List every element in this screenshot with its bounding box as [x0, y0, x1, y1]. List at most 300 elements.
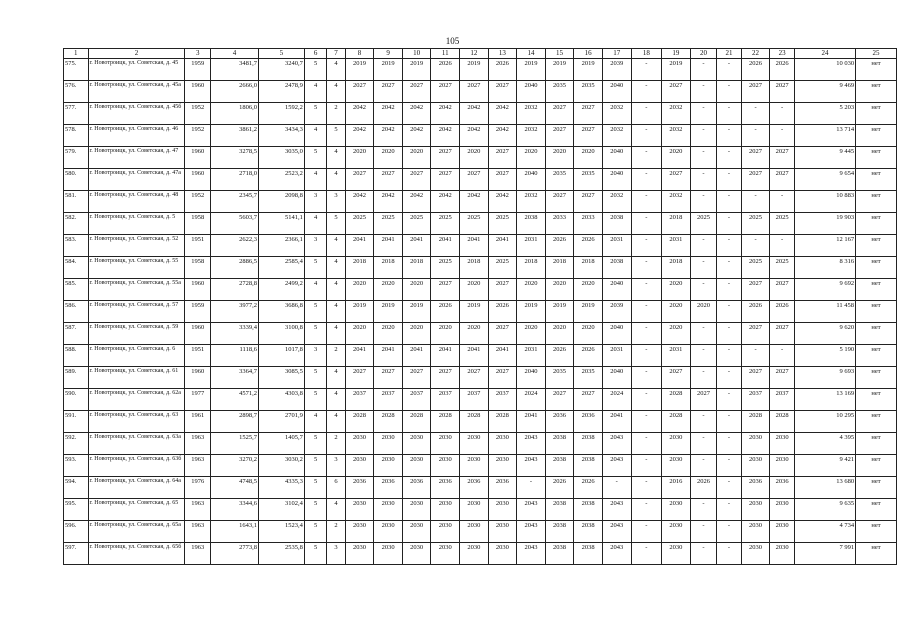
work-year-cell-col-12: 2030 — [460, 455, 489, 477]
column-number-15: 15 — [545, 49, 574, 59]
work-year-cell-col-9: 2042 — [374, 103, 403, 125]
row-number-cell: 596. — [64, 521, 89, 543]
floors-cell: 5 — [304, 103, 326, 125]
table-row — [64, 59, 897, 81]
status-cell: нет — [856, 235, 897, 257]
work-year-cell-col-15: 2038 — [545, 455, 574, 477]
address-cell: г. Новотроицк, ул. Советская, д. 5 — [88, 213, 185, 235]
year-built-cell: 1961 — [185, 411, 211, 433]
address-cell: г. Новотроицк, ул. Советская, д. 47а — [88, 169, 185, 191]
work-year-cell-col-17: - — [602, 477, 631, 499]
work-year-cell-col-21: - — [717, 103, 742, 125]
work-year-cell-col-20: - — [690, 257, 717, 279]
work-year-cell-col-22: 2030 — [741, 521, 770, 543]
column-number-24: 24 — [794, 49, 855, 59]
work-year-cell-col-14: 2040 — [517, 81, 546, 103]
total-area-cell: 1525,7 — [210, 433, 258, 455]
work-year-cell-col-16: 2020 — [574, 279, 603, 301]
work-year-cell-col-19: 2027 — [662, 81, 691, 103]
work-year-cell-col-17: 2043 — [602, 433, 631, 455]
year-built-cell: 1951 — [185, 235, 211, 257]
cost-cell: 10 295 — [794, 411, 855, 433]
work-year-cell-col-16: 2027 — [574, 191, 603, 213]
work-year-cell-col-10: 2042 — [402, 103, 431, 125]
cost-cell: 12 167 — [794, 235, 855, 257]
table-row — [64, 125, 897, 147]
work-year-cell-col-21: - — [717, 301, 742, 323]
work-year-cell-col-13: 2042 — [488, 103, 517, 125]
address-cell: г. Новотроицк, ул. Советская, д. 6 — [88, 345, 185, 367]
work-year-cell-col-20: - — [690, 191, 717, 213]
work-year-cell-col-16: 2027 — [574, 103, 603, 125]
cost-cell: 9 620 — [794, 323, 855, 345]
work-year-cell-col-22: 2037 — [741, 389, 770, 411]
work-year-cell-col-22: - — [741, 125, 770, 147]
work-year-cell-col-11: 2030 — [431, 499, 460, 521]
column-number-12: 12 — [460, 49, 489, 59]
work-year-cell-col-14: 2024 — [517, 389, 546, 411]
table-row — [64, 213, 897, 235]
work-year-cell-col-12: 2025 — [460, 213, 489, 235]
work-year-cell-col-21: - — [717, 477, 742, 499]
floors-cell: 5 — [304, 455, 326, 477]
year-built-cell: 1977 — [185, 389, 211, 411]
work-year-cell-col-8: 2019 — [345, 301, 374, 323]
work-year-cell-col-15: 2035 — [545, 81, 574, 103]
work-year-cell-col-22: 2027 — [741, 323, 770, 345]
column-number-17: 17 — [602, 49, 631, 59]
work-year-cell-col-11: 2042 — [431, 191, 460, 213]
row-number-cell: 585. — [64, 279, 89, 301]
work-year-cell-col-18: - — [631, 455, 662, 477]
work-year-cell-col-12: 2030 — [460, 499, 489, 521]
work-year-cell-col-12: 2020 — [460, 323, 489, 345]
work-year-cell-col-8: 2030 — [345, 433, 374, 455]
work-year-cell-col-10: 2020 — [402, 147, 431, 169]
year-built-cell: 1959 — [185, 59, 211, 81]
work-year-cell-col-9: 2020 — [374, 279, 403, 301]
work-year-cell-col-19: 2030 — [662, 433, 691, 455]
entrances-cell: 4 — [327, 389, 345, 411]
row-number-cell: 581. — [64, 191, 89, 213]
work-year-cell-col-15: 2038 — [545, 499, 574, 521]
work-year-cell-col-22: 2036 — [741, 477, 770, 499]
work-year-cell-col-18: - — [631, 345, 662, 367]
work-year-cell-col-12: 2020 — [460, 147, 489, 169]
work-year-cell-col-13: 2041 — [488, 345, 517, 367]
work-year-cell-col-16: 2038 — [574, 521, 603, 543]
living-area-cell: 2701,9 — [258, 411, 304, 433]
work-year-cell-col-13: 2025 — [488, 213, 517, 235]
status-cell: нет — [856, 213, 897, 235]
work-year-cell-col-9: 2030 — [374, 455, 403, 477]
work-year-cell-col-12: 2042 — [460, 125, 489, 147]
cost-cell: 9 693 — [794, 367, 855, 389]
work-year-cell-col-18: - — [631, 301, 662, 323]
work-year-cell-col-15: 2027 — [545, 191, 574, 213]
work-year-cell-col-10: 2042 — [402, 125, 431, 147]
work-year-cell-col-10: 2030 — [402, 455, 431, 477]
status-cell: нет — [856, 411, 897, 433]
work-year-cell-col-18: - — [631, 389, 662, 411]
work-year-cell-col-11: 2041 — [431, 345, 460, 367]
floors-cell: 4 — [304, 213, 326, 235]
living-area-cell: 3035,0 — [258, 147, 304, 169]
work-year-cell-col-19: 2019 — [662, 59, 691, 81]
work-year-cell-col-11: 2026 — [431, 301, 460, 323]
work-year-cell-col-15: 2033 — [545, 213, 574, 235]
status-cell: нет — [856, 59, 897, 81]
total-area-cell: 3344,6 — [210, 499, 258, 521]
work-year-cell-col-21: - — [717, 455, 742, 477]
work-year-cell-col-16: 2038 — [574, 543, 603, 565]
work-year-cell-col-9: 2025 — [374, 213, 403, 235]
column-number-4: 4 — [210, 49, 258, 59]
work-year-cell-col-19: 2016 — [662, 477, 691, 499]
column-number-3: 3 — [185, 49, 211, 59]
cost-cell: 13 169 — [794, 389, 855, 411]
table-row — [64, 455, 897, 477]
work-year-cell-col-14: 2038 — [517, 213, 546, 235]
work-year-cell-col-21: - — [717, 279, 742, 301]
work-year-cell-col-14: - — [517, 477, 546, 499]
address-cell: г. Новотроицк, ул. Советская, д. 65 — [88, 499, 185, 521]
work-year-cell-col-18: - — [631, 235, 662, 257]
cost-cell: 5 190 — [794, 345, 855, 367]
year-built-cell: 1976 — [185, 477, 211, 499]
work-year-cell-col-23: 2030 — [770, 543, 795, 565]
work-year-cell-col-11: 2042 — [431, 103, 460, 125]
work-year-cell-col-18: - — [631, 433, 662, 455]
work-year-cell-col-11: 2030 — [431, 455, 460, 477]
work-year-cell-col-22: 2025 — [741, 257, 770, 279]
work-year-cell-col-13: 2027 — [488, 367, 517, 389]
year-built-cell: 1952 — [185, 125, 211, 147]
entrances-cell: 2 — [327, 521, 345, 543]
work-year-cell-col-22: - — [741, 191, 770, 213]
work-year-cell-col-9: 2019 — [374, 301, 403, 323]
work-year-cell-col-8: 2030 — [345, 499, 374, 521]
living-area-cell: 3100,8 — [258, 323, 304, 345]
work-year-cell-col-12: 2042 — [460, 191, 489, 213]
total-area-cell: 3977,2 — [210, 301, 258, 323]
table-row — [64, 235, 897, 257]
work-year-cell-col-10: 2027 — [402, 367, 431, 389]
work-year-cell-col-14: 2019 — [517, 59, 546, 81]
row-number-cell: 576. — [64, 81, 89, 103]
total-area-cell: 1643,1 — [210, 521, 258, 543]
work-year-cell-col-14: 2043 — [517, 499, 546, 521]
status-cell: нет — [856, 345, 897, 367]
work-year-cell-col-8: 2018 — [345, 257, 374, 279]
work-year-cell-col-15: 2038 — [545, 543, 574, 565]
work-year-cell-col-18: - — [631, 103, 662, 125]
total-area-cell: 2345,7 — [210, 191, 258, 213]
work-year-cell-col-17: 2032 — [602, 125, 631, 147]
work-year-cell-col-22: 2026 — [741, 59, 770, 81]
work-year-cell-col-8: 2030 — [345, 455, 374, 477]
work-year-cell-col-10: 2030 — [402, 499, 431, 521]
year-built-cell: 1960 — [185, 367, 211, 389]
total-area-cell: 2666,0 — [210, 81, 258, 103]
work-year-cell-col-12: 2018 — [460, 257, 489, 279]
work-year-cell-col-16: 2035 — [574, 367, 603, 389]
work-year-cell-col-21: - — [717, 169, 742, 191]
work-year-cell-col-14: 2040 — [517, 169, 546, 191]
year-built-cell: 1963 — [185, 433, 211, 455]
work-year-cell-col-13: 2030 — [488, 543, 517, 565]
work-year-cell-col-19: 2018 — [662, 213, 691, 235]
work-year-cell-col-16: 2026 — [574, 345, 603, 367]
work-year-cell-col-20: 2025 — [690, 213, 717, 235]
cost-cell: 9 469 — [794, 81, 855, 103]
cost-cell: 9 421 — [794, 455, 855, 477]
work-year-cell-col-12: 2019 — [460, 59, 489, 81]
work-year-cell-col-11: 2030 — [431, 433, 460, 455]
work-year-cell-col-23: 2027 — [770, 279, 795, 301]
entrances-cell: 4 — [327, 323, 345, 345]
work-year-cell-col-15: 2027 — [545, 125, 574, 147]
living-area-cell: 3240,7 — [258, 59, 304, 81]
work-year-cell-col-16: 2027 — [574, 389, 603, 411]
year-built-cell: 1960 — [185, 323, 211, 345]
work-year-cell-col-23: 2030 — [770, 499, 795, 521]
work-year-cell-col-22: - — [741, 103, 770, 125]
work-year-cell-col-13: 2028 — [488, 411, 517, 433]
column-number-2: 2 — [88, 49, 185, 59]
column-number-22: 22 — [741, 49, 770, 59]
year-built-cell: 1952 — [185, 191, 211, 213]
address-cell: г. Новотроицк, ул. Советская, д. 52 — [88, 235, 185, 257]
work-year-cell-col-23: 2027 — [770, 323, 795, 345]
work-year-cell-col-21: - — [717, 389, 742, 411]
work-year-cell-col-15: 2026 — [545, 345, 574, 367]
work-year-cell-col-13: 2026 — [488, 301, 517, 323]
work-year-cell-col-13: 2030 — [488, 455, 517, 477]
work-year-cell-col-19: 2030 — [662, 543, 691, 565]
total-area-cell: 4748,5 — [210, 477, 258, 499]
work-year-cell-col-23: 2030 — [770, 521, 795, 543]
year-built-cell: 1963 — [185, 521, 211, 543]
cost-cell: 13 680 — [794, 477, 855, 499]
work-year-cell-col-10: 2030 — [402, 543, 431, 565]
work-year-cell-col-23: 2030 — [770, 433, 795, 455]
cost-cell: 4 395 — [794, 433, 855, 455]
work-year-cell-col-14: 2032 — [517, 103, 546, 125]
floors-cell: 4 — [304, 81, 326, 103]
work-year-cell-col-15: 2038 — [545, 433, 574, 455]
address-cell: г. Новотроицк, ул. Советская, д. 46 — [88, 125, 185, 147]
work-year-cell-col-17: 2040 — [602, 279, 631, 301]
work-year-cell-col-15: 2027 — [545, 103, 574, 125]
work-year-cell-col-23: - — [770, 235, 795, 257]
work-year-cell-col-14: 2031 — [517, 235, 546, 257]
row-number-cell: 577. — [64, 103, 89, 125]
work-year-cell-col-11: 2027 — [431, 169, 460, 191]
work-year-cell-col-19: 2020 — [662, 301, 691, 323]
work-year-cell-col-9: 2030 — [374, 433, 403, 455]
work-year-cell-col-21: - — [717, 125, 742, 147]
work-year-cell-col-20: - — [690, 367, 717, 389]
work-year-cell-col-10: 2041 — [402, 235, 431, 257]
work-year-cell-col-8: 2020 — [345, 279, 374, 301]
status-cell: нет — [856, 367, 897, 389]
work-year-cell-col-15: 2035 — [545, 169, 574, 191]
work-year-cell-col-15: 2020 — [545, 323, 574, 345]
address-cell: г. Новотроицк, ул. Советская, д. 63а — [88, 433, 185, 455]
work-year-cell-col-18: - — [631, 499, 662, 521]
status-cell: нет — [856, 257, 897, 279]
address-cell: г. Новотроицк, ул. Советская, д. 65а — [88, 521, 185, 543]
work-year-cell-col-10: 2025 — [402, 213, 431, 235]
column-number-5: 5 — [258, 49, 304, 59]
work-year-cell-col-14: 2020 — [517, 279, 546, 301]
work-year-cell-col-8: 2027 — [345, 169, 374, 191]
work-year-cell-col-14: 2018 — [517, 257, 546, 279]
work-year-cell-col-18: - — [631, 125, 662, 147]
work-year-cell-col-23: - — [770, 345, 795, 367]
entrances-cell: 4 — [327, 499, 345, 521]
status-cell: нет — [856, 543, 897, 565]
work-year-cell-col-8: 2030 — [345, 521, 374, 543]
work-year-cell-col-16: 2020 — [574, 147, 603, 169]
status-cell: нет — [856, 455, 897, 477]
column-number-18: 18 — [631, 49, 662, 59]
work-year-cell-col-19: 2020 — [662, 279, 691, 301]
living-area-cell: 1017,8 — [258, 345, 304, 367]
row-number-cell: 588. — [64, 345, 89, 367]
row-number-cell: 597. — [64, 543, 89, 565]
entrances-cell: 3 — [327, 455, 345, 477]
year-built-cell: 1960 — [185, 279, 211, 301]
work-year-cell-col-10: 2030 — [402, 433, 431, 455]
year-built-cell: 1958 — [185, 257, 211, 279]
work-year-cell-col-13: 2027 — [488, 81, 517, 103]
work-year-cell-col-23: - — [770, 103, 795, 125]
work-year-cell-col-9: 2042 — [374, 191, 403, 213]
floors-cell: 5 — [304, 389, 326, 411]
work-year-cell-col-13: 2027 — [488, 323, 517, 345]
column-number-19: 19 — [662, 49, 691, 59]
cost-cell: 9 692 — [794, 279, 855, 301]
work-year-cell-col-14: 2031 — [517, 345, 546, 367]
work-year-cell-col-11: 2027 — [431, 367, 460, 389]
work-year-cell-col-22: 2030 — [741, 543, 770, 565]
work-year-cell-col-9: 2030 — [374, 543, 403, 565]
address-cell: г. Новотроицк, ул. Советская, д. 45а — [88, 81, 185, 103]
table-row — [64, 257, 897, 279]
work-year-cell-col-16: 2026 — [574, 477, 603, 499]
work-year-cell-col-8: 2027 — [345, 81, 374, 103]
table-row — [64, 367, 897, 389]
work-year-cell-col-8: 2042 — [345, 191, 374, 213]
work-year-cell-col-23: 2027 — [770, 367, 795, 389]
living-area-cell: 1592,2 — [258, 103, 304, 125]
floors-cell: 4 — [304, 125, 326, 147]
work-year-cell-col-14: 2043 — [517, 521, 546, 543]
cost-cell: 9 445 — [794, 147, 855, 169]
cost-cell: 10 883 — [794, 191, 855, 213]
column-number-9: 9 — [374, 49, 403, 59]
living-area-cell: 2535,8 — [258, 543, 304, 565]
work-year-cell-col-19: 2020 — [662, 147, 691, 169]
work-year-cell-col-21: - — [717, 323, 742, 345]
work-year-cell-col-12: 2028 — [460, 411, 489, 433]
work-year-cell-col-21: - — [717, 411, 742, 433]
floors-cell: 5 — [304, 59, 326, 81]
total-area-cell: 1118,6 — [210, 345, 258, 367]
address-cell: г. Новотроицк, ул. Советская, д. 55а — [88, 279, 185, 301]
row-number-cell: 589. — [64, 367, 89, 389]
work-year-cell-col-18: - — [631, 191, 662, 213]
work-year-cell-col-12: 2030 — [460, 543, 489, 565]
work-year-cell-col-20: - — [690, 279, 717, 301]
floors-cell: 4 — [304, 279, 326, 301]
page-number: 105 — [445, 36, 460, 46]
work-year-cell-col-15: 2026 — [545, 235, 574, 257]
work-year-cell-col-23: 2027 — [770, 147, 795, 169]
work-year-cell-col-15: 2020 — [545, 279, 574, 301]
work-year-cell-col-18: - — [631, 169, 662, 191]
work-year-cell-col-19: 2030 — [662, 499, 691, 521]
address-cell: г. Новотроицк, ул. Советская, д. 48 — [88, 191, 185, 213]
status-cell: нет — [856, 499, 897, 521]
work-year-cell-col-11: 2026 — [431, 59, 460, 81]
cost-cell: 8 316 — [794, 257, 855, 279]
work-year-cell-col-18: - — [631, 543, 662, 565]
work-year-cell-col-11: 2036 — [431, 477, 460, 499]
entrances-cell: 3 — [327, 191, 345, 213]
address-cell: г. Новотроицк, ул. Советская, д. 62а — [88, 389, 185, 411]
entrances-cell: 4 — [327, 59, 345, 81]
work-year-cell-col-8: 2042 — [345, 125, 374, 147]
work-year-cell-col-9: 2030 — [374, 521, 403, 543]
cost-cell: 4 734 — [794, 521, 855, 543]
total-area-cell: 3270,2 — [210, 455, 258, 477]
year-built-cell: 1951 — [185, 345, 211, 367]
work-year-cell-col-17: 2038 — [602, 257, 631, 279]
entrances-cell: 2 — [327, 345, 345, 367]
row-number-cell: 580. — [64, 169, 89, 191]
work-year-cell-col-11: 2030 — [431, 521, 460, 543]
housing-register-table — [63, 48, 897, 565]
work-year-cell-col-13: 2025 — [488, 257, 517, 279]
row-number-cell: 579. — [64, 147, 89, 169]
living-area-cell: 1405,7 — [258, 433, 304, 455]
work-year-cell-col-17: 2040 — [602, 81, 631, 103]
work-year-cell-col-13: 2027 — [488, 279, 517, 301]
work-year-cell-col-21: - — [717, 257, 742, 279]
floors-cell: 5 — [304, 257, 326, 279]
column-number-13: 13 — [488, 49, 517, 59]
floors-cell: 4 — [304, 169, 326, 191]
work-year-cell-col-20: - — [690, 521, 717, 543]
work-year-cell-col-9: 2041 — [374, 235, 403, 257]
work-year-cell-col-22: 2027 — [741, 147, 770, 169]
work-year-cell-col-11: 2037 — [431, 389, 460, 411]
year-built-cell: 1958 — [185, 213, 211, 235]
work-year-cell-col-17: 2040 — [602, 169, 631, 191]
work-year-cell-col-8: 2020 — [345, 147, 374, 169]
work-year-cell-col-18: - — [631, 81, 662, 103]
column-number-11: 11 — [431, 49, 460, 59]
work-year-cell-col-16: 2035 — [574, 169, 603, 191]
work-year-cell-col-23: 2027 — [770, 81, 795, 103]
column-number-1: 1 — [64, 49, 89, 59]
table-row — [64, 499, 897, 521]
work-year-cell-col-22: 2025 — [741, 213, 770, 235]
work-year-cell-col-10: 2020 — [402, 279, 431, 301]
